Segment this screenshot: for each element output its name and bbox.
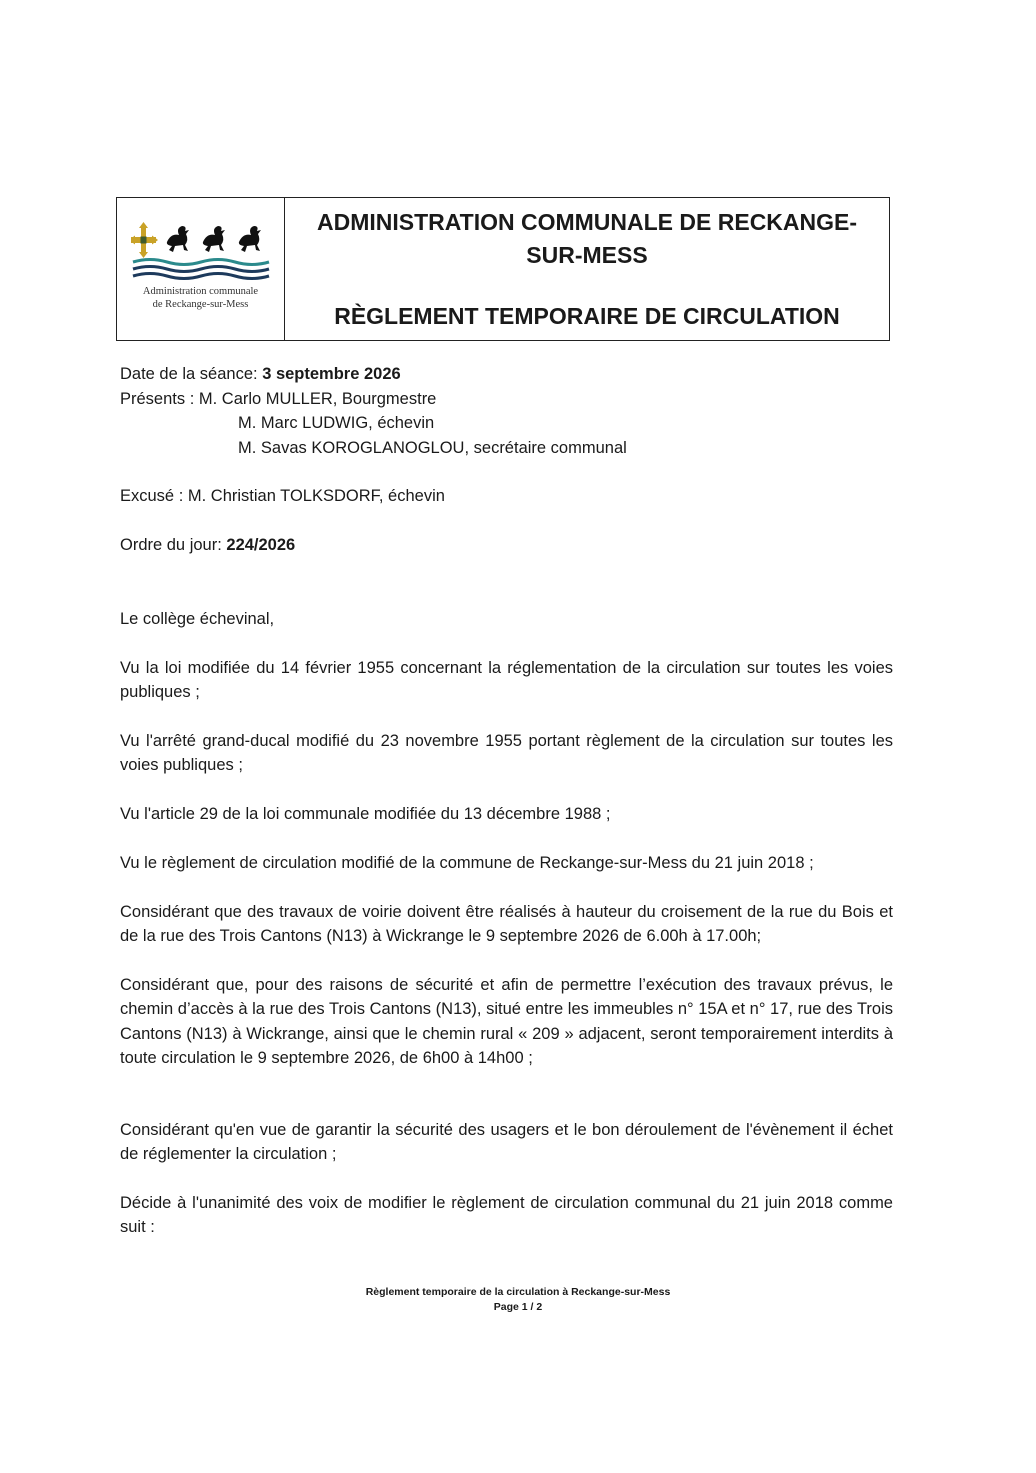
meeting-date-value: 3 septembre 2026 <box>262 365 401 383</box>
bird-icon <box>167 226 189 252</box>
legal-basis-paragraph: Vu le règlement de circulation modifié de la commune de Reckange-sur-Mess du 21 juin 2018 ; <box>120 854 814 872</box>
excused-line: Excusé : M. Christian TOLKSDORF, échevin <box>120 487 445 505</box>
organization-title: ADMINISTRATION COMMUNALE DE RECKANGE-SUR-MESS <box>316 209 858 268</box>
present-member: M. Marc LUDWIG, échevin <box>238 414 435 432</box>
considerant-paragraph: Considérant que des travaux de voirie doivent être réalisés à hauteur du croisement de la rue du Bois et de la rue des Trois Cantons (N13) à Wickrange le 9 septembre 2026 de 6.00h à 17.00h; <box>120 902 893 945</box>
commune-logo <box>131 218 271 280</box>
legal-basis-paragraph: Vu l'arrêté grand-ducal modifié du 23 novembre 1955 portant règlement de la circulation sur toutes les voies publiques ; <box>120 731 893 774</box>
present-member: M. Carlo MULLER, Bourgmestre <box>198 389 437 408</box>
decision-paragraph: Décide à l'unanimité des voix de modifier le règlement de circulation communal du 21 juin 2018 comme suit : <box>120 1193 893 1236</box>
bird-icon <box>203 226 225 252</box>
college-line: Le collège échevinal, <box>120 610 275 628</box>
cross-icon <box>131 222 158 258</box>
legal-basis-paragraph: Vu l'article 29 de la loi communale modifiée du 13 décembre 1988 ; <box>120 804 611 823</box>
document-title: RÈGLEMENT TEMPORAIRE DE CIRCULATION <box>334 303 840 329</box>
page-number: Page 1 / 2 <box>493 1301 543 1313</box>
legal-basis-paragraph: Vu la loi modifiée du 14 février 1955 concernant la réglementation de la circulation sur toutes les voies publiques ; <box>120 658 893 701</box>
agenda-label: Ordre du jour: <box>120 535 227 554</box>
considerant-paragraph: Considérant qu'en vue de garantir la sécurité des usagers et le bon déroulement de l'évènement il échet de réglementer la circulation ; <box>120 1120 893 1163</box>
logo-caption-line: Administration communale <box>142 286 259 297</box>
considerant-paragraph: Considérant que, pour des raisons de sécurité et afin de permettre l’exécution des travaux prévus, le chemin d’accès à la rue des Trois Cantons (N13), situé entre les immeubles n° 15A et n° 17, rue des Trois Cantons (N13) à Wickrange, ainsi que le chemin rural « 209 » adjacent, seront temporairement interdits à toute circulation le 9 septembre 2026, de 6h00 à 14h00 ; <box>120 975 893 1067</box>
logo-caption-line: de Reckange-sur-Mess <box>152 299 249 310</box>
agenda-value: 224/2026 <box>226 535 296 554</box>
presents-label: Présents : <box>120 389 199 408</box>
title-cell <box>285 198 889 340</box>
present-member: M. Savas KOROGLANOGLOU, secrétaire communal <box>238 438 627 457</box>
header-box <box>116 197 890 341</box>
wave-lines-icon <box>133 260 269 279</box>
presents-line <box>120 387 893 412</box>
page-footer <box>0 1285 1036 1315</box>
document-body <box>120 362 893 1240</box>
agenda-line <box>120 533 893 558</box>
meeting-date <box>120 362 893 387</box>
logo-cell <box>117 198 285 340</box>
footer-title: Règlement temporaire de la circulation à Reckange-sur-Mess <box>365 1286 671 1298</box>
meeting-date-label: Date de la séance: <box>120 365 263 383</box>
bird-icon <box>239 226 261 252</box>
logo-caption <box>117 285 284 311</box>
